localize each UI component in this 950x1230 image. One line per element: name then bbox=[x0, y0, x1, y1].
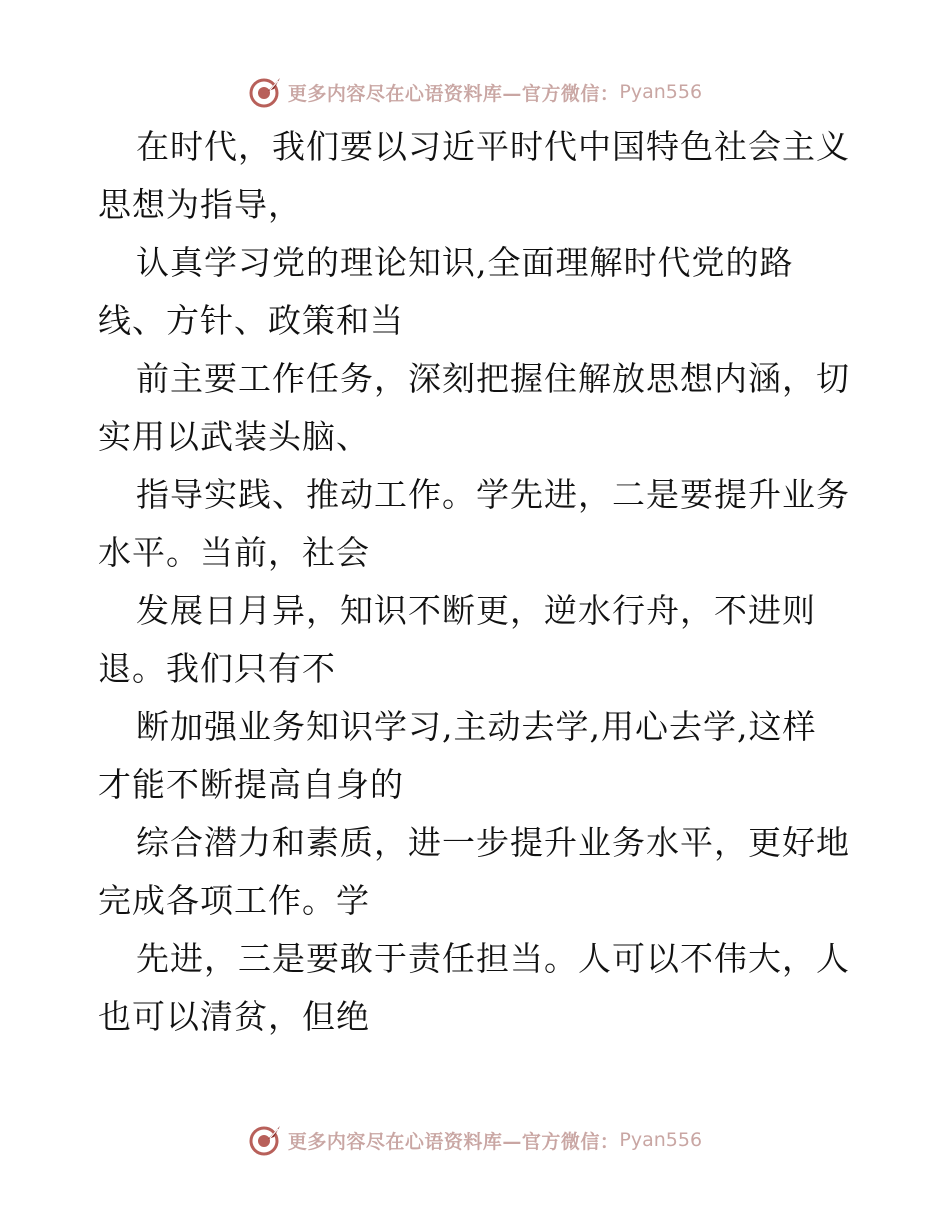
paragraph-second-line: 实用以武装头脑、 bbox=[98, 417, 370, 456]
paragraph-second-line: 水平。当前，社会 bbox=[98, 533, 370, 572]
paragraph-first-line: 指导实践、推动工作。学先进，二是要提升业务 bbox=[136, 475, 850, 514]
paragraph-first-line: 先进，三是要敢于责任担当。人可以不伟大，人 bbox=[136, 939, 850, 978]
paragraph bbox=[98, 582, 858, 698]
paragraph bbox=[98, 698, 858, 814]
paragraph bbox=[98, 466, 858, 582]
quill-logo-icon bbox=[248, 75, 282, 109]
paragraph-second-line: 思想为指导， bbox=[98, 185, 302, 224]
watermark-text: 更多内容尽在心语资料库—官方微信： bbox=[287, 1130, 620, 1153]
paragraph-second-line: 也可以清贫，但绝 bbox=[98, 997, 370, 1036]
paragraph bbox=[98, 118, 858, 234]
paragraph-first-line: 前主要工作任务，深刻把握住解放思想内涵，切 bbox=[136, 359, 850, 398]
footer-watermark bbox=[0, 1120, 950, 1160]
quill-logo-icon bbox=[248, 1123, 282, 1157]
paragraph-first-line: 在时代，我们要以习近平时代中国特色社会主义 bbox=[136, 127, 850, 166]
paragraph-first-line: 发展日月异，知识不断更，逆水行舟，不进则 bbox=[136, 591, 816, 630]
paragraph-second-line: 退。我们只有不 bbox=[98, 649, 336, 688]
paragraph-second-line: 线、方针、政策和当 bbox=[98, 301, 404, 340]
paragraph bbox=[98, 814, 858, 930]
paragraph-second-line: 才能不断提高自身的 bbox=[98, 765, 404, 804]
header-watermark bbox=[0, 72, 950, 112]
watermark-text: 更多内容尽在心语资料库—官方微信： bbox=[287, 82, 620, 105]
paragraph-first-line: 断加强业务知识学习,主动去学,用心去学,这样 bbox=[136, 707, 817, 746]
watermark-wechat-id: Pyan556 bbox=[619, 1129, 703, 1151]
paragraph bbox=[98, 234, 858, 350]
paragraph bbox=[98, 350, 858, 466]
paragraph bbox=[98, 930, 858, 1046]
paragraph-second-line: 完成各项工作。学 bbox=[98, 881, 370, 920]
watermark-wechat-id: Pyan556 bbox=[619, 81, 703, 103]
paragraph-first-line: 认真学习党的理论知识,全面理解时代党的路 bbox=[136, 243, 794, 282]
paragraph-first-line: 综合潜力和素质，进一步提升业务水平，更好地 bbox=[136, 823, 850, 862]
document-body bbox=[98, 118, 858, 1046]
